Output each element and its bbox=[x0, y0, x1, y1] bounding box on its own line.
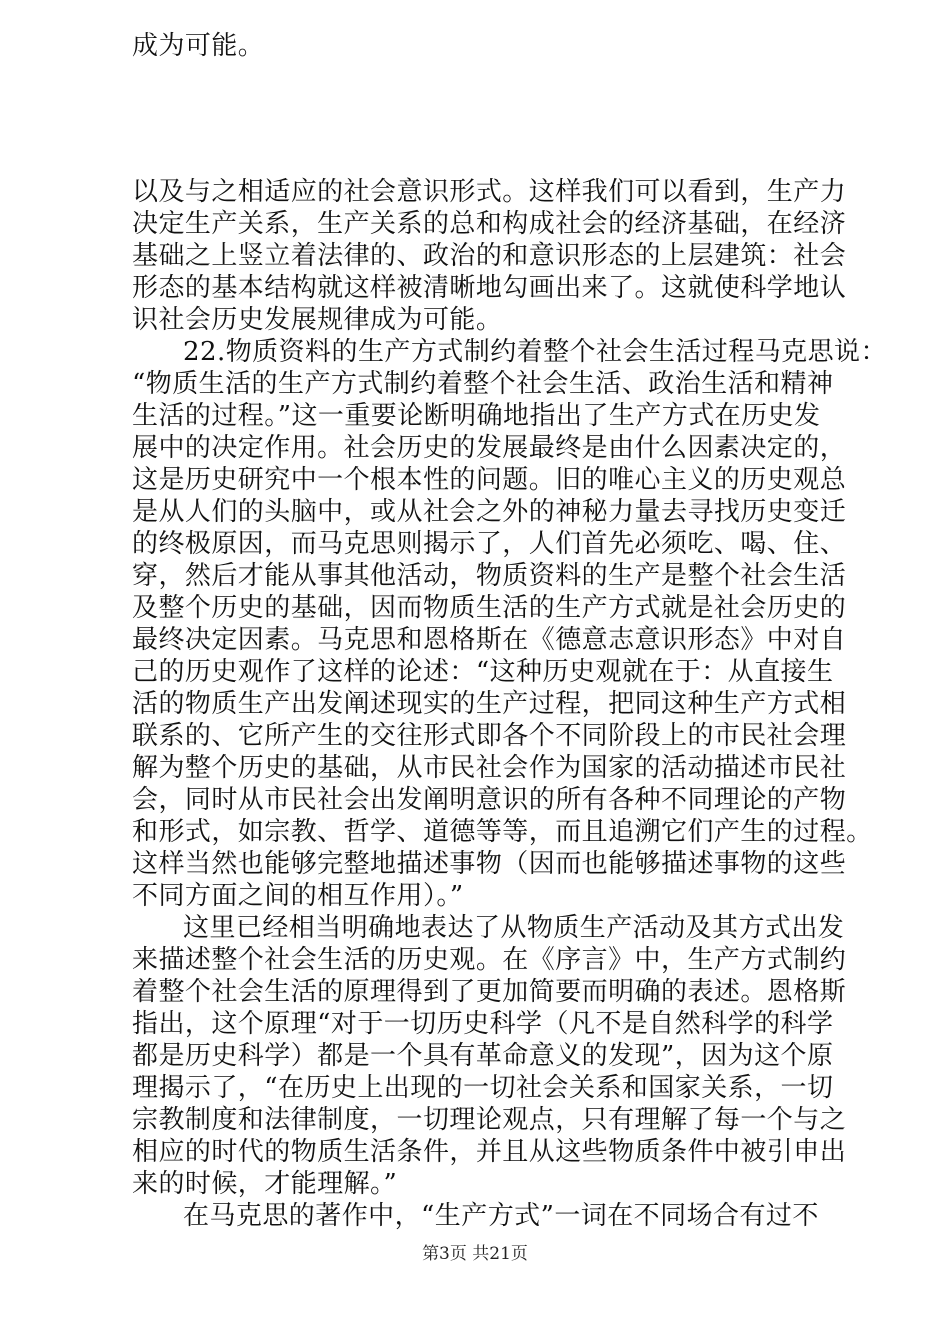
text-line: 相应的时代的物质生活条件，并且从这些物质条件中被引申出 bbox=[132, 1137, 847, 1167]
text-line: 解为整个历史的基础，从市民社会作为国家的活动描述市民社 bbox=[132, 753, 847, 783]
text-line: 会，同时从市民社会出发阐明意识的所有各种不同理论的产物 bbox=[132, 785, 847, 815]
text-line: 和形式，如宗教、哲学、道德等等，而且追溯它们产生的过程。 bbox=[132, 817, 873, 847]
text-line: 生活的过程。”这一重要论断明确地指出了生产方式在历史发 bbox=[132, 401, 821, 431]
text-line: 决定生产关系，生产关系的总和构成社会的经济基础，在经济 bbox=[132, 209, 847, 239]
page-number: 第3页 共21页 bbox=[422, 1244, 528, 1264]
text-line: “物质生活的生产方式制约着整个社会生活、政治生活和精神 bbox=[132, 369, 834, 399]
paragraph-start-line: 这里已经相当明确地表达了从物质生产活动及其方式出发 bbox=[183, 913, 845, 943]
text-line: 这是历史研究中一个根本性的问题。旧的唯心主义的历史观总 bbox=[132, 465, 847, 495]
text-line: 基础之上竖立着法律的、政治的和意识形态的上层建筑：社会 bbox=[132, 241, 847, 271]
text-line: 己的历史观作了这样的论述：“这种历史观就在于：从直接生 bbox=[132, 657, 834, 687]
text-line: 最终决定因素。马克思和恩格斯在《德意志意识形态》中对自 bbox=[132, 625, 847, 655]
text-line: 来描述整个社会生活的历史观。在《序言》中，生产方式制约 bbox=[132, 945, 847, 975]
section-heading-line: 22.物质资料的生产方式制约着整个社会生活过程马克思说： bbox=[183, 337, 887, 367]
text-line: 来的时候，才能理解。” bbox=[132, 1169, 398, 1199]
page-footer bbox=[0, 1244, 950, 1264]
text-line: 展中的决定作用。社会历史的发展最终是由什么因素决定的， bbox=[132, 433, 847, 463]
text-line: 着整个社会生活的原理得到了更加简要而明确的表述。恩格斯 bbox=[132, 977, 847, 1007]
text-line: 指出，这个原理“对于一切历史科学（凡不是自然科学的科学 bbox=[132, 1009, 834, 1039]
text-line: 理揭示了，“在历史上出现的一切社会关系和国家关系，一切 bbox=[132, 1073, 834, 1103]
text-line: 不同方面之间的相互作用）。” bbox=[132, 881, 464, 911]
text-line: 识社会历史发展规律成为可能。 bbox=[132, 305, 503, 335]
text-line: 联系的、它所产生的交往形式即各个不同阶段上的市民社会理 bbox=[132, 721, 847, 751]
text-line: 的终极原因，而马克思则揭示了，人们首先必须吃、喝、住、 bbox=[132, 529, 847, 559]
text-line: 都是历史科学）都是一个具有革命意义的发现”，因为这个原 bbox=[132, 1041, 834, 1071]
text-line: 及整个历史的基础，因而物质生活的生产方式就是社会历史的 bbox=[132, 593, 847, 623]
text-line: 以及与之相适应的社会意识形式。这样我们可以看到，生产力 bbox=[132, 177, 847, 207]
paragraph-start-line: 在马克思的著作中，“生产方式”一词在不同场合有过不 bbox=[183, 1201, 819, 1231]
text-line: 是从人们的头脑中，或从社会之外的神秘力量去寻找历史变迁 bbox=[132, 497, 847, 527]
text-line: 这样当然也能够完整地描述事物（因而也能够描述事物的这些 bbox=[132, 849, 847, 879]
text-line: 活的物质生产出发阐述现实的生产过程，把同这种生产方式相 bbox=[132, 689, 847, 719]
text-line: 宗教制度和法律制度，一切理论观点，只有理解了每一个与之 bbox=[132, 1105, 847, 1135]
text-line: 形态的基本结构就这样被清晰地勾画出来了。这就使科学地认 bbox=[132, 273, 847, 303]
text-line: 成为可能。 bbox=[132, 31, 265, 61]
text-line: 穿，然后才能从事其他活动，物质资料的生产是整个社会生活 bbox=[132, 561, 847, 591]
